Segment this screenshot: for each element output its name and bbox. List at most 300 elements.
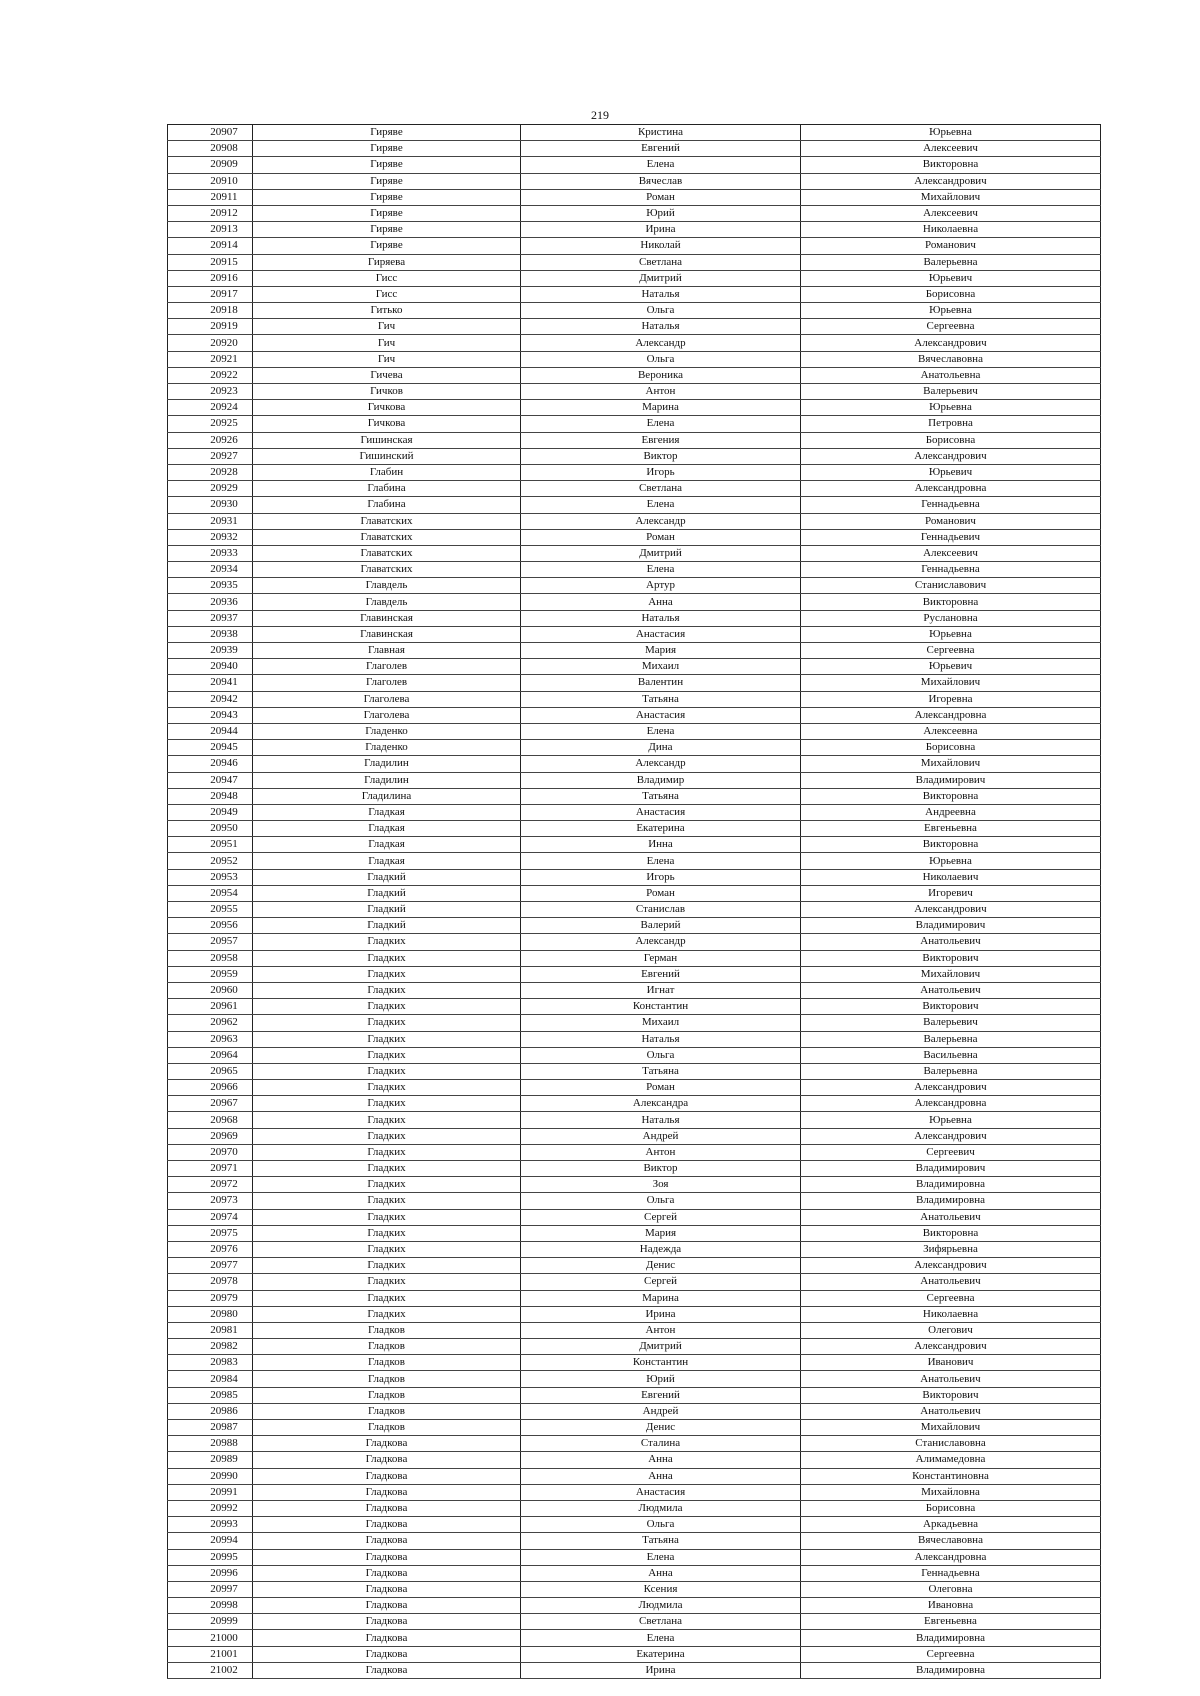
row-number-cell: 20929	[168, 481, 253, 497]
patronymic-cell: Викторовна	[801, 788, 1101, 804]
patronymic-cell: Валерьевна	[801, 1063, 1101, 1079]
first-name-cell: Елена	[521, 723, 801, 739]
patronymic-cell: Валерьевич	[801, 1015, 1101, 1031]
patronymic-cell: Сергеевна	[801, 643, 1101, 659]
last-name-cell: Гладкая	[253, 804, 521, 820]
row-number-cell: 20950	[168, 821, 253, 837]
patronymic-cell: Александрович	[801, 1128, 1101, 1144]
patronymic-cell: Александрович	[801, 1080, 1101, 1096]
last-name-cell: Гладких	[253, 999, 521, 1015]
last-name-cell: Глабина	[253, 497, 521, 513]
table-row	[168, 1112, 1101, 1128]
first-name-cell: Евгений	[521, 966, 801, 982]
table-row	[168, 1420, 1101, 1436]
patronymic-cell: Сергеевна	[801, 1290, 1101, 1306]
patronymic-cell: Анатольевич	[801, 1371, 1101, 1387]
first-name-cell: Инна	[521, 837, 801, 853]
first-name-cell: Андрей	[521, 1403, 801, 1419]
table-row	[168, 1630, 1101, 1646]
last-name-cell: Гладких	[253, 1209, 521, 1225]
patronymic-cell: Алексеевна	[801, 723, 1101, 739]
first-name-cell: Евгения	[521, 432, 801, 448]
last-name-cell: Глаголева	[253, 691, 521, 707]
first-name-cell: Анастасия	[521, 707, 801, 723]
last-name-cell: Главная	[253, 643, 521, 659]
row-number-cell: 20923	[168, 384, 253, 400]
row-number-cell: 20977	[168, 1258, 253, 1274]
row-number-cell: 20944	[168, 723, 253, 739]
last-name-cell: Гладкова	[253, 1614, 521, 1630]
last-name-cell: Гладенко	[253, 740, 521, 756]
last-name-cell: Гладких	[253, 982, 521, 998]
table-row	[168, 772, 1101, 788]
first-name-cell: Константин	[521, 999, 801, 1015]
row-number-cell: 20948	[168, 788, 253, 804]
table-row	[168, 1339, 1101, 1355]
row-number-cell: 20971	[168, 1161, 253, 1177]
row-number-cell: 20992	[168, 1500, 253, 1516]
first-name-cell: Анна	[521, 1452, 801, 1468]
table-row	[168, 756, 1101, 772]
row-number-cell: 20918	[168, 303, 253, 319]
first-name-cell: Денис	[521, 1420, 801, 1436]
patronymic-cell: Петровна	[801, 416, 1101, 432]
row-number-cell: 20915	[168, 254, 253, 270]
row-number-cell: 21001	[168, 1646, 253, 1662]
first-name-cell: Юрий	[521, 1371, 801, 1387]
last-name-cell: Гичкова	[253, 400, 521, 416]
first-name-cell: Дмитрий	[521, 545, 801, 561]
patronymic-cell: Анатольевич	[801, 1403, 1101, 1419]
table-row	[168, 222, 1101, 238]
last-name-cell: Глабина	[253, 481, 521, 497]
row-number-cell: 20983	[168, 1355, 253, 1371]
patronymic-cell: Вячеславовна	[801, 351, 1101, 367]
patronymic-cell: Михайловна	[801, 1484, 1101, 1500]
row-number-cell: 20947	[168, 772, 253, 788]
row-number-cell: 20960	[168, 982, 253, 998]
patronymic-cell: Владимировна	[801, 1193, 1101, 1209]
patronymic-cell: Владимирович	[801, 1161, 1101, 1177]
table-row	[168, 1371, 1101, 1387]
row-number-cell: 20961	[168, 999, 253, 1015]
table-row	[168, 918, 1101, 934]
first-name-cell: Анна	[521, 1565, 801, 1581]
first-name-cell: Роман	[521, 189, 801, 205]
row-number-cell: 20962	[168, 1015, 253, 1031]
patronymic-cell: Евгеньевна	[801, 821, 1101, 837]
row-number-cell: 20951	[168, 837, 253, 853]
table-row	[168, 999, 1101, 1015]
last-name-cell: Гиряве	[253, 205, 521, 221]
last-name-cell: Гладкова	[253, 1500, 521, 1516]
last-name-cell: Гладкая	[253, 821, 521, 837]
row-number-cell: 20957	[168, 934, 253, 950]
last-name-cell: Гладков	[253, 1322, 521, 1338]
table-row	[168, 885, 1101, 901]
first-name-cell: Константин	[521, 1355, 801, 1371]
first-name-cell: Екатерина	[521, 821, 801, 837]
patronymic-cell: Юрьевна	[801, 853, 1101, 869]
last-name-cell: Гиряве	[253, 141, 521, 157]
first-name-cell: Людмила	[521, 1500, 801, 1516]
row-number-cell: 20980	[168, 1306, 253, 1322]
last-name-cell: Гладилин	[253, 772, 521, 788]
patronymic-cell: Борисовна	[801, 740, 1101, 756]
first-name-cell: Артур	[521, 578, 801, 594]
first-name-cell: Антон	[521, 1144, 801, 1160]
last-name-cell: Гладкова	[253, 1549, 521, 1565]
table-row	[168, 1193, 1101, 1209]
first-name-cell: Николай	[521, 238, 801, 254]
row-number-cell: 20986	[168, 1403, 253, 1419]
last-name-cell: Гладкий	[253, 902, 521, 918]
table-row	[168, 319, 1101, 335]
first-name-cell: Наталья	[521, 1031, 801, 1047]
row-number-cell: 21002	[168, 1662, 253, 1678]
last-name-cell: Гладкий	[253, 918, 521, 934]
row-number-cell: 20966	[168, 1080, 253, 1096]
row-number-cell: 20973	[168, 1193, 253, 1209]
patronymic-cell: Игоревна	[801, 691, 1101, 707]
table-row	[168, 610, 1101, 626]
table-row	[168, 545, 1101, 561]
first-name-cell: Ольга	[521, 1193, 801, 1209]
table-row	[168, 125, 1101, 141]
row-number-cell: 20956	[168, 918, 253, 934]
first-name-cell: Александр	[521, 756, 801, 772]
last-name-cell: Глаголев	[253, 675, 521, 691]
table-row	[168, 141, 1101, 157]
table-row	[168, 1031, 1101, 1047]
row-number-cell: 20964	[168, 1047, 253, 1063]
table-row	[168, 1565, 1101, 1581]
patronymic-cell: Юрьевна	[801, 125, 1101, 141]
row-number-cell: 20988	[168, 1436, 253, 1452]
table-row	[168, 788, 1101, 804]
patronymic-cell: Евгеньевна	[801, 1614, 1101, 1630]
last-name-cell: Главатских	[253, 562, 521, 578]
first-name-cell: Игорь	[521, 464, 801, 480]
table-row	[168, 869, 1101, 885]
patronymic-cell: Андреевна	[801, 804, 1101, 820]
first-name-cell: Анастасия	[521, 626, 801, 642]
last-name-cell: Гладков	[253, 1339, 521, 1355]
row-number-cell: 20982	[168, 1339, 253, 1355]
row-number-cell: 21000	[168, 1630, 253, 1646]
first-name-cell: Ирина	[521, 222, 801, 238]
patronymic-cell: Александрович	[801, 335, 1101, 351]
row-number-cell: 20914	[168, 238, 253, 254]
table-row	[168, 335, 1101, 351]
row-number-cell: 20975	[168, 1225, 253, 1241]
first-name-cell: Мария	[521, 1225, 801, 1241]
first-name-cell: Станислав	[521, 902, 801, 918]
table-row	[168, 934, 1101, 950]
registry-rows	[168, 125, 1101, 1679]
first-name-cell: Антон	[521, 384, 801, 400]
first-name-cell: Ольга	[521, 1047, 801, 1063]
last-name-cell: Гитько	[253, 303, 521, 319]
first-name-cell: Вячеслав	[521, 173, 801, 189]
row-number-cell: 20995	[168, 1549, 253, 1565]
row-number-cell: 20916	[168, 270, 253, 286]
first-name-cell: Евгений	[521, 1387, 801, 1403]
row-number-cell: 20943	[168, 707, 253, 723]
table-row	[168, 1274, 1101, 1290]
last-name-cell: Главдель	[253, 594, 521, 610]
first-name-cell: Юрий	[521, 205, 801, 221]
first-name-cell: Михаил	[521, 1015, 801, 1031]
last-name-cell: Гладких	[253, 1290, 521, 1306]
table-row	[168, 982, 1101, 998]
patronymic-cell: Валерьевич	[801, 384, 1101, 400]
first-name-cell: Татьяна	[521, 788, 801, 804]
row-number-cell: 20922	[168, 367, 253, 383]
first-name-cell: Анна	[521, 594, 801, 610]
page-number: 219	[591, 108, 609, 122]
row-number-cell: 20993	[168, 1517, 253, 1533]
row-number-cell: 20981	[168, 1322, 253, 1338]
patronymic-cell: Борисовна	[801, 286, 1101, 302]
last-name-cell: Гладких	[253, 1063, 521, 1079]
last-name-cell: Гладких	[253, 1096, 521, 1112]
row-number-cell: 20954	[168, 885, 253, 901]
table-row	[168, 902, 1101, 918]
patronymic-cell: Романович	[801, 238, 1101, 254]
table-row	[168, 594, 1101, 610]
table-row	[168, 723, 1101, 739]
patronymic-cell: Викторовна	[801, 157, 1101, 173]
last-name-cell: Гладких	[253, 1193, 521, 1209]
table-row	[168, 303, 1101, 319]
patronymic-cell: Юрьевна	[801, 626, 1101, 642]
patronymic-cell: Аркадьевна	[801, 1517, 1101, 1533]
first-name-cell: Виктор	[521, 448, 801, 464]
row-number-cell: 20941	[168, 675, 253, 691]
last-name-cell: Гладких	[253, 1031, 521, 1047]
last-name-cell: Гичева	[253, 367, 521, 383]
last-name-cell: Гладких	[253, 1080, 521, 1096]
table-row	[168, 740, 1101, 756]
table-row	[168, 1646, 1101, 1662]
table-row	[168, 367, 1101, 383]
table-row	[168, 853, 1101, 869]
first-name-cell: Антон	[521, 1322, 801, 1338]
patronymic-cell: Ивановна	[801, 1598, 1101, 1614]
patronymic-cell: Александрович	[801, 902, 1101, 918]
first-name-cell: Дмитрий	[521, 270, 801, 286]
first-name-cell: Татьяна	[521, 1063, 801, 1079]
patronymic-cell: Юрьевна	[801, 303, 1101, 319]
first-name-cell: Роман	[521, 885, 801, 901]
patronymic-cell: Станиславовна	[801, 1436, 1101, 1452]
last-name-cell: Гладких	[253, 1177, 521, 1193]
row-number-cell: 20965	[168, 1063, 253, 1079]
first-name-cell: Елена	[521, 416, 801, 432]
first-name-cell: Ирина	[521, 1306, 801, 1322]
table-row	[168, 1096, 1101, 1112]
last-name-cell: Главинская	[253, 610, 521, 626]
patronymic-cell: Николаевна	[801, 222, 1101, 238]
row-number-cell: 20921	[168, 351, 253, 367]
patronymic-cell: Александрович	[801, 173, 1101, 189]
last-name-cell: Главдель	[253, 578, 521, 594]
last-name-cell: Гисс	[253, 270, 521, 286]
first-name-cell: Елена	[521, 562, 801, 578]
table-row	[168, 384, 1101, 400]
last-name-cell: Гиряве	[253, 173, 521, 189]
last-name-cell: Гладкова	[253, 1581, 521, 1597]
row-number-cell: 20939	[168, 643, 253, 659]
first-name-cell: Анастасия	[521, 1484, 801, 1500]
last-name-cell: Гладкова	[253, 1452, 521, 1468]
table-row	[168, 529, 1101, 545]
patronymic-cell: Александровна	[801, 707, 1101, 723]
first-name-cell: Елена	[521, 157, 801, 173]
first-name-cell: Дмитрий	[521, 1339, 801, 1355]
first-name-cell: Людмила	[521, 1598, 801, 1614]
table-row	[168, 1161, 1101, 1177]
row-number-cell: 20967	[168, 1096, 253, 1112]
patronymic-cell: Викторовна	[801, 837, 1101, 853]
first-name-cell: Надежда	[521, 1241, 801, 1257]
first-name-cell: Татьяна	[521, 1533, 801, 1549]
last-name-cell: Главатских	[253, 513, 521, 529]
first-name-cell: Светлана	[521, 254, 801, 270]
last-name-cell: Гладенко	[253, 723, 521, 739]
last-name-cell: Гисс	[253, 286, 521, 302]
patronymic-cell: Владимирович	[801, 772, 1101, 788]
table-row	[168, 821, 1101, 837]
last-name-cell: Гладких	[253, 1047, 521, 1063]
table-row	[168, 966, 1101, 982]
patronymic-cell: Викторовна	[801, 594, 1101, 610]
table-row	[168, 1387, 1101, 1403]
last-name-cell: Гладкова	[253, 1533, 521, 1549]
last-name-cell: Главатских	[253, 529, 521, 545]
last-name-cell: Глабин	[253, 464, 521, 480]
first-name-cell: Светлана	[521, 481, 801, 497]
table-row	[168, 416, 1101, 432]
last-name-cell: Гладкова	[253, 1468, 521, 1484]
row-number-cell: 20974	[168, 1209, 253, 1225]
first-name-cell: Александр	[521, 335, 801, 351]
patronymic-cell: Борисовна	[801, 1500, 1101, 1516]
row-number-cell: 20989	[168, 1452, 253, 1468]
row-number-cell: 20940	[168, 659, 253, 675]
row-number-cell: 20937	[168, 610, 253, 626]
patronymic-cell: Романович	[801, 513, 1101, 529]
patronymic-cell: Иванович	[801, 1355, 1101, 1371]
first-name-cell: Наталья	[521, 319, 801, 335]
table-row	[168, 1225, 1101, 1241]
patronymic-cell: Игоревич	[801, 885, 1101, 901]
first-name-cell: Герман	[521, 950, 801, 966]
last-name-cell: Гладких	[253, 950, 521, 966]
table-row	[168, 157, 1101, 173]
last-name-cell: Гиряева	[253, 254, 521, 270]
first-name-cell: Татьяна	[521, 691, 801, 707]
row-number-cell: 20925	[168, 416, 253, 432]
first-name-cell: Александра	[521, 1096, 801, 1112]
table-row	[168, 1452, 1101, 1468]
table-row	[168, 1484, 1101, 1500]
last-name-cell: Главатских	[253, 545, 521, 561]
patronymic-cell: Михайлович	[801, 756, 1101, 772]
row-number-cell: 20953	[168, 869, 253, 885]
patronymic-cell: Юрьевна	[801, 400, 1101, 416]
table-row	[168, 464, 1101, 480]
table-row	[168, 1468, 1101, 1484]
patronymic-cell: Владимировна	[801, 1177, 1101, 1193]
first-name-cell: Марина	[521, 1290, 801, 1306]
first-name-cell: Игорь	[521, 869, 801, 885]
patronymic-cell: Михайлович	[801, 675, 1101, 691]
table-row	[168, 1549, 1101, 1565]
last-name-cell: Глаголева	[253, 707, 521, 723]
patronymic-cell: Александрович	[801, 448, 1101, 464]
first-name-cell: Роман	[521, 529, 801, 545]
table-row	[168, 1355, 1101, 1371]
table-row	[168, 270, 1101, 286]
row-number-cell: 20997	[168, 1581, 253, 1597]
patronymic-cell: Анатольевич	[801, 934, 1101, 950]
row-number-cell: 20968	[168, 1112, 253, 1128]
patronymic-cell: Борисовна	[801, 432, 1101, 448]
row-number-cell: 20907	[168, 125, 253, 141]
row-number-cell: 20917	[168, 286, 253, 302]
row-number-cell: 20930	[168, 497, 253, 513]
table-row	[168, 804, 1101, 820]
first-name-cell: Зоя	[521, 1177, 801, 1193]
first-name-cell: Вероника	[521, 367, 801, 383]
table-row	[168, 1063, 1101, 1079]
table-row	[168, 513, 1101, 529]
last-name-cell: Гладких	[253, 1128, 521, 1144]
first-name-cell: Евгений	[521, 141, 801, 157]
last-name-cell: Гладков	[253, 1371, 521, 1387]
last-name-cell: Гладкова	[253, 1598, 521, 1614]
last-name-cell: Гладкая	[253, 853, 521, 869]
last-name-cell: Гладкова	[253, 1436, 521, 1452]
first-name-cell: Наталья	[521, 610, 801, 626]
last-name-cell: Гладков	[253, 1355, 521, 1371]
table-row	[168, 1047, 1101, 1063]
first-name-cell: Сталина	[521, 1436, 801, 1452]
row-number-cell: 20969	[168, 1128, 253, 1144]
first-name-cell: Александр	[521, 513, 801, 529]
table-row	[168, 497, 1101, 513]
patronymic-cell: Викторовна	[801, 1225, 1101, 1241]
first-name-cell: Денис	[521, 1258, 801, 1274]
table-row	[168, 254, 1101, 270]
table-row	[168, 1533, 1101, 1549]
patronymic-cell: Константиновна	[801, 1468, 1101, 1484]
first-name-cell: Кристина	[521, 125, 801, 141]
last-name-cell: Гладких	[253, 1241, 521, 1257]
table-row	[168, 1517, 1101, 1533]
table-row	[168, 1128, 1101, 1144]
patronymic-cell: Юрьевна	[801, 1112, 1101, 1128]
first-name-cell: Ольга	[521, 303, 801, 319]
row-number-cell: 20931	[168, 513, 253, 529]
last-name-cell: Гладких	[253, 1112, 521, 1128]
last-name-cell: Гладких	[253, 1144, 521, 1160]
table-row	[168, 1080, 1101, 1096]
table-row	[168, 659, 1101, 675]
first-name-cell: Александр	[521, 934, 801, 950]
